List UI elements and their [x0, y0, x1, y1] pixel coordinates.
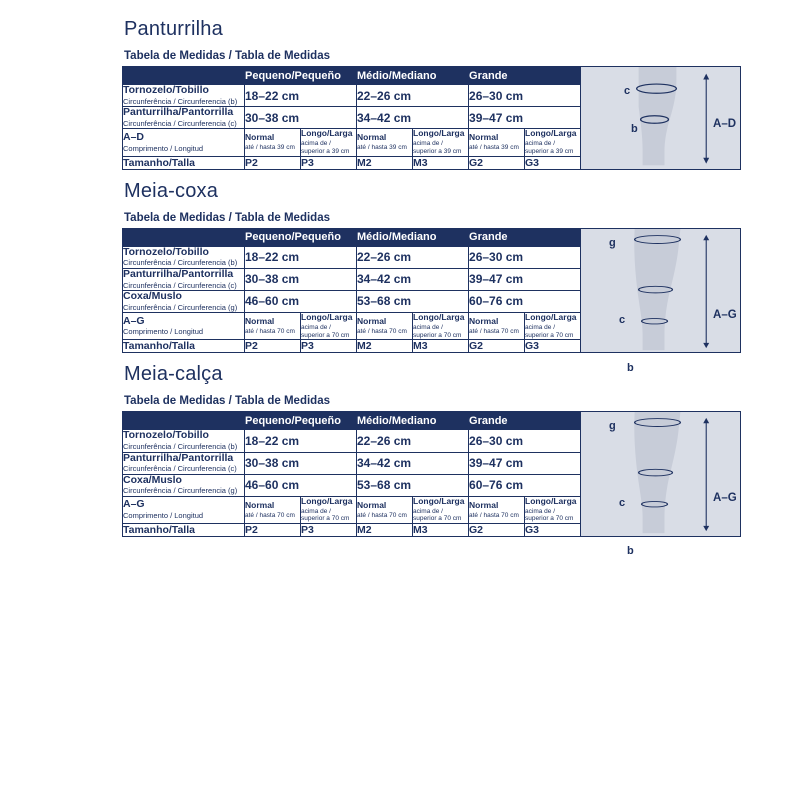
header-blank: [123, 67, 245, 85]
row-label-thigh: [123, 290, 245, 312]
section-meia-coxa: [122, 179, 740, 374]
row-label-es: Circunferência / Circunferencia (b): [123, 258, 238, 268]
length-cell: [413, 496, 469, 523]
length-label-ad: A–D: [713, 118, 737, 130]
length-cell: [469, 313, 525, 340]
size-value: G3: [525, 524, 581, 537]
mark-c-label: c: [619, 497, 626, 510]
cell-value: 22–26 cm: [357, 246, 469, 268]
row-label-ankle: [123, 430, 245, 452]
length-desc: acima de / superior a 70 cm: [525, 323, 574, 339]
table-row: [123, 85, 581, 107]
cell-value: 30–38 cm: [245, 452, 357, 474]
cell-value: 34–42 cm: [357, 107, 469, 129]
cell-value: 30–38 cm: [245, 107, 357, 129]
table-header-row: [123, 67, 581, 85]
table-row-size: [123, 156, 581, 169]
row-label-length: [123, 129, 245, 156]
length-cell: [469, 129, 525, 156]
length-cell: [525, 496, 581, 523]
length-desc: acima de / superior a 70 cm: [413, 323, 462, 339]
measurements-table: [122, 228, 581, 354]
size-value: M3: [413, 340, 469, 353]
length-title: Longo/Larga: [413, 312, 465, 323]
row-label-pt: Coxa/Muslo: [123, 289, 182, 302]
size-value: G2: [469, 524, 525, 537]
length-title: Normal: [245, 315, 275, 326]
table-row-length: [123, 496, 581, 523]
mark-c-label: c: [624, 85, 631, 97]
row-label-size: Tamanho/Talla: [123, 340, 245, 353]
size-value: G3: [525, 156, 581, 169]
cell-value: 39–47 cm: [469, 452, 581, 474]
cell-value: 46–60 cm: [245, 290, 357, 312]
table-row: [123, 452, 581, 474]
size-value: M3: [413, 156, 469, 169]
row-label-length: [123, 313, 245, 340]
table-row: [123, 290, 581, 312]
mark-b-label: b: [627, 545, 634, 558]
header-large: Grande: [469, 228, 581, 246]
calf-diagram-panel: [581, 66, 741, 170]
header-small: Pequeno/Pequeño: [245, 412, 357, 430]
row-label-pt: Tornozelo/Tobillo: [123, 84, 209, 96]
cell-value: 34–42 cm: [357, 452, 469, 474]
cell-value: 34–42 cm: [357, 268, 469, 290]
length-cell: [357, 496, 413, 523]
header-blank: [123, 412, 245, 430]
length-title: Longo/Larga: [301, 495, 353, 506]
row-label-pt: A–D: [123, 130, 145, 143]
row-label-pt: Tornozelo/Tobillo: [123, 429, 209, 442]
cell-value: 39–47 cm: [469, 107, 581, 129]
row-label-es: Circunferência / Circunferencia (g): [123, 302, 238, 312]
length-desc: acima de / superior a 39 cm: [301, 140, 350, 155]
length-title: Normal: [357, 315, 387, 326]
header-large: Grande: [469, 67, 581, 85]
length-cell: [357, 129, 413, 156]
measurements-table: [122, 66, 581, 170]
length-title: Normal: [245, 499, 275, 510]
length-desc: acima de / superior a 39 cm: [525, 140, 574, 155]
header-medium: Médio/Mediano: [357, 412, 469, 430]
row-label-pt: Panturrilha/Pantorrilla: [123, 451, 234, 464]
length-desc: até / hasta 39 cm: [245, 143, 295, 151]
size-value: P2: [245, 340, 301, 353]
header-blank: [123, 228, 245, 246]
cell-value: 18–22 cm: [245, 430, 357, 452]
length-desc: acima de / superior a 70 cm: [301, 507, 350, 523]
thigh-diagram-panel: [581, 228, 741, 374]
length-cell: [245, 129, 301, 156]
row-label-pt: Coxa/Muslo: [123, 473, 182, 486]
row-label-pt: Panturrilha/Pantorrilla: [123, 267, 234, 280]
mark-g-label: g: [609, 236, 616, 249]
length-title: Normal: [357, 499, 387, 510]
length-cell: [245, 496, 301, 523]
length-title: Normal: [357, 132, 387, 143]
table-row: [123, 474, 581, 496]
size-value: G3: [525, 340, 581, 353]
length-label-ag: A–G: [713, 492, 737, 505]
table-row-length: [123, 313, 581, 340]
table-header-row: [123, 228, 581, 246]
mark-b-label: b: [627, 361, 634, 374]
row-label-thigh: [123, 474, 245, 496]
section-subtitle: Tabela de Medidas / Tabla de Medidas: [124, 50, 330, 62]
length-desc: até / hasta 70 cm: [469, 511, 519, 519]
size-value: M2: [357, 524, 413, 537]
length-cell: [301, 313, 357, 340]
section-body: [122, 411, 740, 558]
pantyhose-leg-illustration: [581, 412, 740, 536]
length-title: Longo/Larga: [413, 128, 465, 139]
table-row-size: [123, 340, 581, 353]
length-title: Normal: [469, 499, 499, 510]
table-row-size: [123, 524, 581, 537]
cell-value: 53–68 cm: [357, 474, 469, 496]
cell-value: 30–38 cm: [245, 268, 357, 290]
row-label-size: Tamanho/Talla: [123, 156, 245, 169]
row-label-ankle: [123, 85, 245, 107]
length-title: Longo/Larga: [525, 128, 577, 139]
length-desc: até / hasta 70 cm: [357, 327, 407, 335]
row-label-calf: [123, 452, 245, 474]
length-title: Normal: [245, 132, 275, 143]
mark-b-label: b: [631, 123, 638, 135]
size-value: M2: [357, 340, 413, 353]
length-desc: acima de / superior a 70 cm: [413, 507, 462, 523]
section-meia-calca: [122, 363, 740, 558]
table-row: [123, 107, 581, 129]
table-header-row: [123, 412, 581, 430]
cell-value: 26–30 cm: [469, 85, 581, 107]
row-label-es: Comprimento / Longitud: [123, 511, 204, 521]
length-desc: acima de / superior a 70 cm: [301, 323, 350, 339]
header-medium: Médio/Mediano: [357, 67, 469, 85]
table-row-length: [123, 129, 581, 156]
mark-c-label: c: [619, 313, 626, 326]
length-cell: [525, 129, 581, 156]
length-title: Longo/Larga: [413, 495, 465, 506]
length-cell: [469, 496, 525, 523]
measurements-table: [122, 411, 581, 537]
length-desc: até / hasta 70 cm: [245, 511, 295, 519]
section-subtitle: Tabela de Medidas / Tabla de Medidas: [124, 211, 330, 224]
length-title: Longo/Larga: [301, 312, 353, 323]
row-label-length: [123, 496, 245, 523]
length-cell: [357, 313, 413, 340]
length-desc: acima de / superior a 39 cm: [413, 140, 462, 155]
size-value: G2: [469, 340, 525, 353]
section-title: Meia-calça: [124, 363, 223, 386]
cell-value: 60–76 cm: [469, 474, 581, 496]
row-label-pt: Tornozelo/Tobillo: [123, 245, 209, 258]
length-desc: acima de / superior a 70 cm: [525, 507, 574, 523]
length-cell: [301, 496, 357, 523]
size-value: M2: [357, 156, 413, 169]
size-value: P3: [301, 340, 357, 353]
row-label-es: Circunferência / Circunferencia (g): [123, 486, 238, 496]
length-title: Longo/Larga: [525, 495, 577, 506]
mark-g-label: g: [609, 420, 616, 433]
length-desc: até / hasta 39 cm: [357, 143, 407, 151]
size-value: P3: [301, 156, 357, 169]
length-label-ag: A–G: [713, 308, 737, 321]
row-label-calf: [123, 268, 245, 290]
section-body: [122, 228, 740, 374]
header-small: Pequeno/Pequeño: [245, 67, 357, 85]
section-title: Panturrilha: [124, 18, 223, 40]
row-label-es: Circunferência / Circunferencia (b): [123, 442, 238, 452]
section-title: Meia-coxa: [124, 179, 219, 202]
section-subtitle: Tabela de Medidas / Tabla de Medidas: [124, 395, 330, 408]
length-title: Normal: [469, 132, 499, 143]
row-label-es: Circunferência / Circunferencia (c): [123, 280, 237, 290]
size-value: P2: [245, 524, 301, 537]
size-value: P2: [245, 156, 301, 169]
thigh-leg-illustration: [581, 229, 740, 353]
length-desc: até / hasta 70 cm: [469, 327, 519, 335]
cell-value: 60–76 cm: [469, 290, 581, 312]
length-title: Normal: [469, 315, 499, 326]
header-large: Grande: [469, 412, 581, 430]
section-body: [122, 66, 740, 170]
length-title: Longo/Larga: [301, 128, 353, 139]
row-label-ankle: [123, 246, 245, 268]
section-panturrilha: [122, 18, 740, 170]
length-cell: [245, 313, 301, 340]
cell-value: 22–26 cm: [357, 430, 469, 452]
row-label-es: Comprimento / Longitud: [123, 143, 204, 153]
cell-value: 18–22 cm: [245, 85, 357, 107]
row-label-es: Circunferência / Circunferencia (b): [123, 96, 238, 106]
row-label-pt: Panturrilha/Pantorrilla: [123, 106, 234, 119]
row-label-pt: A–G: [123, 498, 145, 511]
length-cell: [525, 313, 581, 340]
row-label-size: Tamanho/Talla: [123, 524, 245, 537]
row-label-es: Circunferência / Circunferencia (c): [123, 118, 237, 128]
cell-value: 18–22 cm: [245, 246, 357, 268]
cell-value: 39–47 cm: [469, 268, 581, 290]
length-title: Longo/Larga: [525, 312, 577, 323]
header-medium: Médio/Mediano: [357, 228, 469, 246]
length-desc: até / hasta 70 cm: [245, 327, 295, 335]
table-row: [123, 430, 581, 452]
cell-value: 22–26 cm: [357, 85, 469, 107]
row-label-es: Comprimento / Longitud: [123, 327, 204, 337]
cell-value: 26–30 cm: [469, 430, 581, 452]
table-row: [123, 246, 581, 268]
size-value: P3: [301, 524, 357, 537]
header-small: Pequeno/Pequeño: [245, 228, 357, 246]
cell-value: 53–68 cm: [357, 290, 469, 312]
length-cell: [301, 129, 357, 156]
length-cell: [413, 313, 469, 340]
length-desc: até / hasta 39 cm: [469, 143, 519, 151]
row-label-calf: [123, 107, 245, 129]
row-label-pt: A–G: [123, 314, 145, 327]
size-value: M3: [413, 524, 469, 537]
pantyhose-diagram-panel: [581, 411, 741, 558]
cell-value: 26–30 cm: [469, 246, 581, 268]
cell-value: 46–60 cm: [245, 474, 357, 496]
row-label-es: Circunferência / Circunferencia (c): [123, 464, 237, 474]
length-cell: [413, 129, 469, 156]
table-row: [123, 268, 581, 290]
length-desc: até / hasta 70 cm: [357, 511, 407, 519]
size-value: G2: [469, 156, 525, 169]
